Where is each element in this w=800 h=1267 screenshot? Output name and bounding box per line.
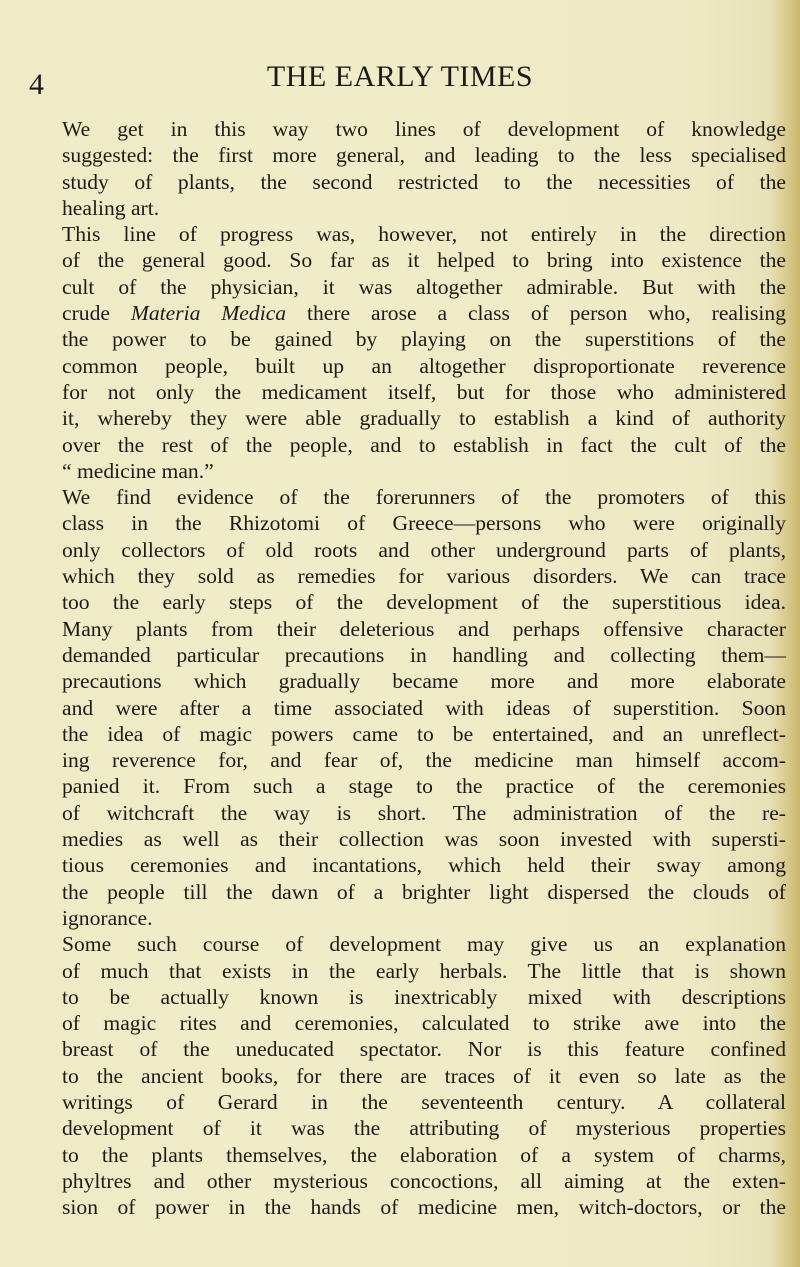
text-line: suggested: the first more general, and leading to the less specialised [62,143,786,168]
text-line: and were after a time associated with ideas of superstition. Soon [62,695,786,720]
text-line: the power to be gained by playing on the superstitions of the [62,327,786,352]
page-number: 4 [29,68,44,101]
text-line: of the general good. So far as it helped to bring into existence the [62,248,786,273]
text-line: medies as well as their collection was soon invested with supersti- [62,827,786,852]
text-line: We find evidence of the forerunners of the promoters of this [62,485,786,510]
paragraph [62,221,786,484]
text-line: This line of progress was, however, not entirely in the direction [62,222,786,247]
text-line: writings of Gerard in the seventeenth century. A collateral [62,1089,786,1114]
text-line: Many plants from their deleterious and perhaps offensive character [62,616,786,641]
text-line: of much that exists in the early herbals. The little that is shown [62,958,786,983]
text-line: of magic rites and ceremonies, calculated to strike awe into the [62,1011,786,1036]
paragraph [62,484,786,931]
text-line: study of plants, the second restricted to the necessities of the [62,169,786,194]
text-line: development of it was the attributing of mysterious properties [62,1116,786,1141]
text-segment: crude [62,301,131,326]
text-line: ignorance. [62,905,153,930]
text-line: ing reverence for, and fear of, the medicine man himself accom- [62,748,786,773]
text-line: to be actually known is inextricably mixed with descriptions [62,984,786,1009]
body-text [62,116,786,1220]
text-line: too the early steps of the development of the superstitious idea. [62,590,786,615]
paragraph [62,116,786,221]
text-line: it, whereby they were able gradually to establish a kind of authority [62,406,786,431]
text-line: of witchcraft the way is short. The administration of the re- [62,800,786,825]
text-line: over the rest of the people, and to establish in fact the cult of the [62,432,786,457]
text-line: common people, built up an altogether disproportionate reverence [62,353,786,378]
text-line: healing art. [62,195,160,220]
running-head: THE EARLY TIMES [266,60,534,93]
text-line: demanded particular precautions in handling and collecting them— [62,642,786,667]
text-segment: there arose a class of person who, realising [286,301,787,326]
text-line: only collectors of old roots and other underground parts of plants, [62,537,786,562]
text-line: breast of the uneducated spectator. Nor is this feature confined [62,1037,786,1062]
text-line: panied it. From such a stage to the practice of the ceremonies [62,774,786,799]
text-line: for not only the medicament itself, but for those who administered [62,379,786,404]
text-line: tious ceremonies and incantations, which held their sway among [62,853,786,878]
text-line: the idea of magic powers came to be entertained, and an unreflect- [62,721,786,746]
text-line: “ medicine man.” [62,458,214,483]
text-line: to the plants themselves, the elaboration of a system of charms, [62,1142,786,1167]
text-line: phyltres and other mysterious concoctions, all aiming at the exten- [62,1168,786,1193]
text-line [62,300,786,326]
text-line: precautions which gradually became more and more elaborate [62,669,786,694]
paragraph [62,931,786,1220]
text-line: to the ancient books, for there are traces of it even so late as the [62,1063,786,1088]
italic-term: Materia Medica [130,301,287,326]
text-line: cult of the physician, it was altogether admirable. But with the [62,274,786,299]
text-line: class in the Rhizotomi of Greece—persons who were originally [62,511,786,536]
text-line: which they sold as remedies for various disorders. We can trace [62,564,786,589]
text-line: sion of power in the hands of medicine men, witch-doctors, or the [62,1195,786,1220]
text-line: We get in this way two lines of development of knowledge [62,117,786,141]
text-line: Some such course of development may give us an explanation [62,932,786,957]
text-line: the people till the dawn of a brighter light dispersed the clouds of [62,879,786,904]
